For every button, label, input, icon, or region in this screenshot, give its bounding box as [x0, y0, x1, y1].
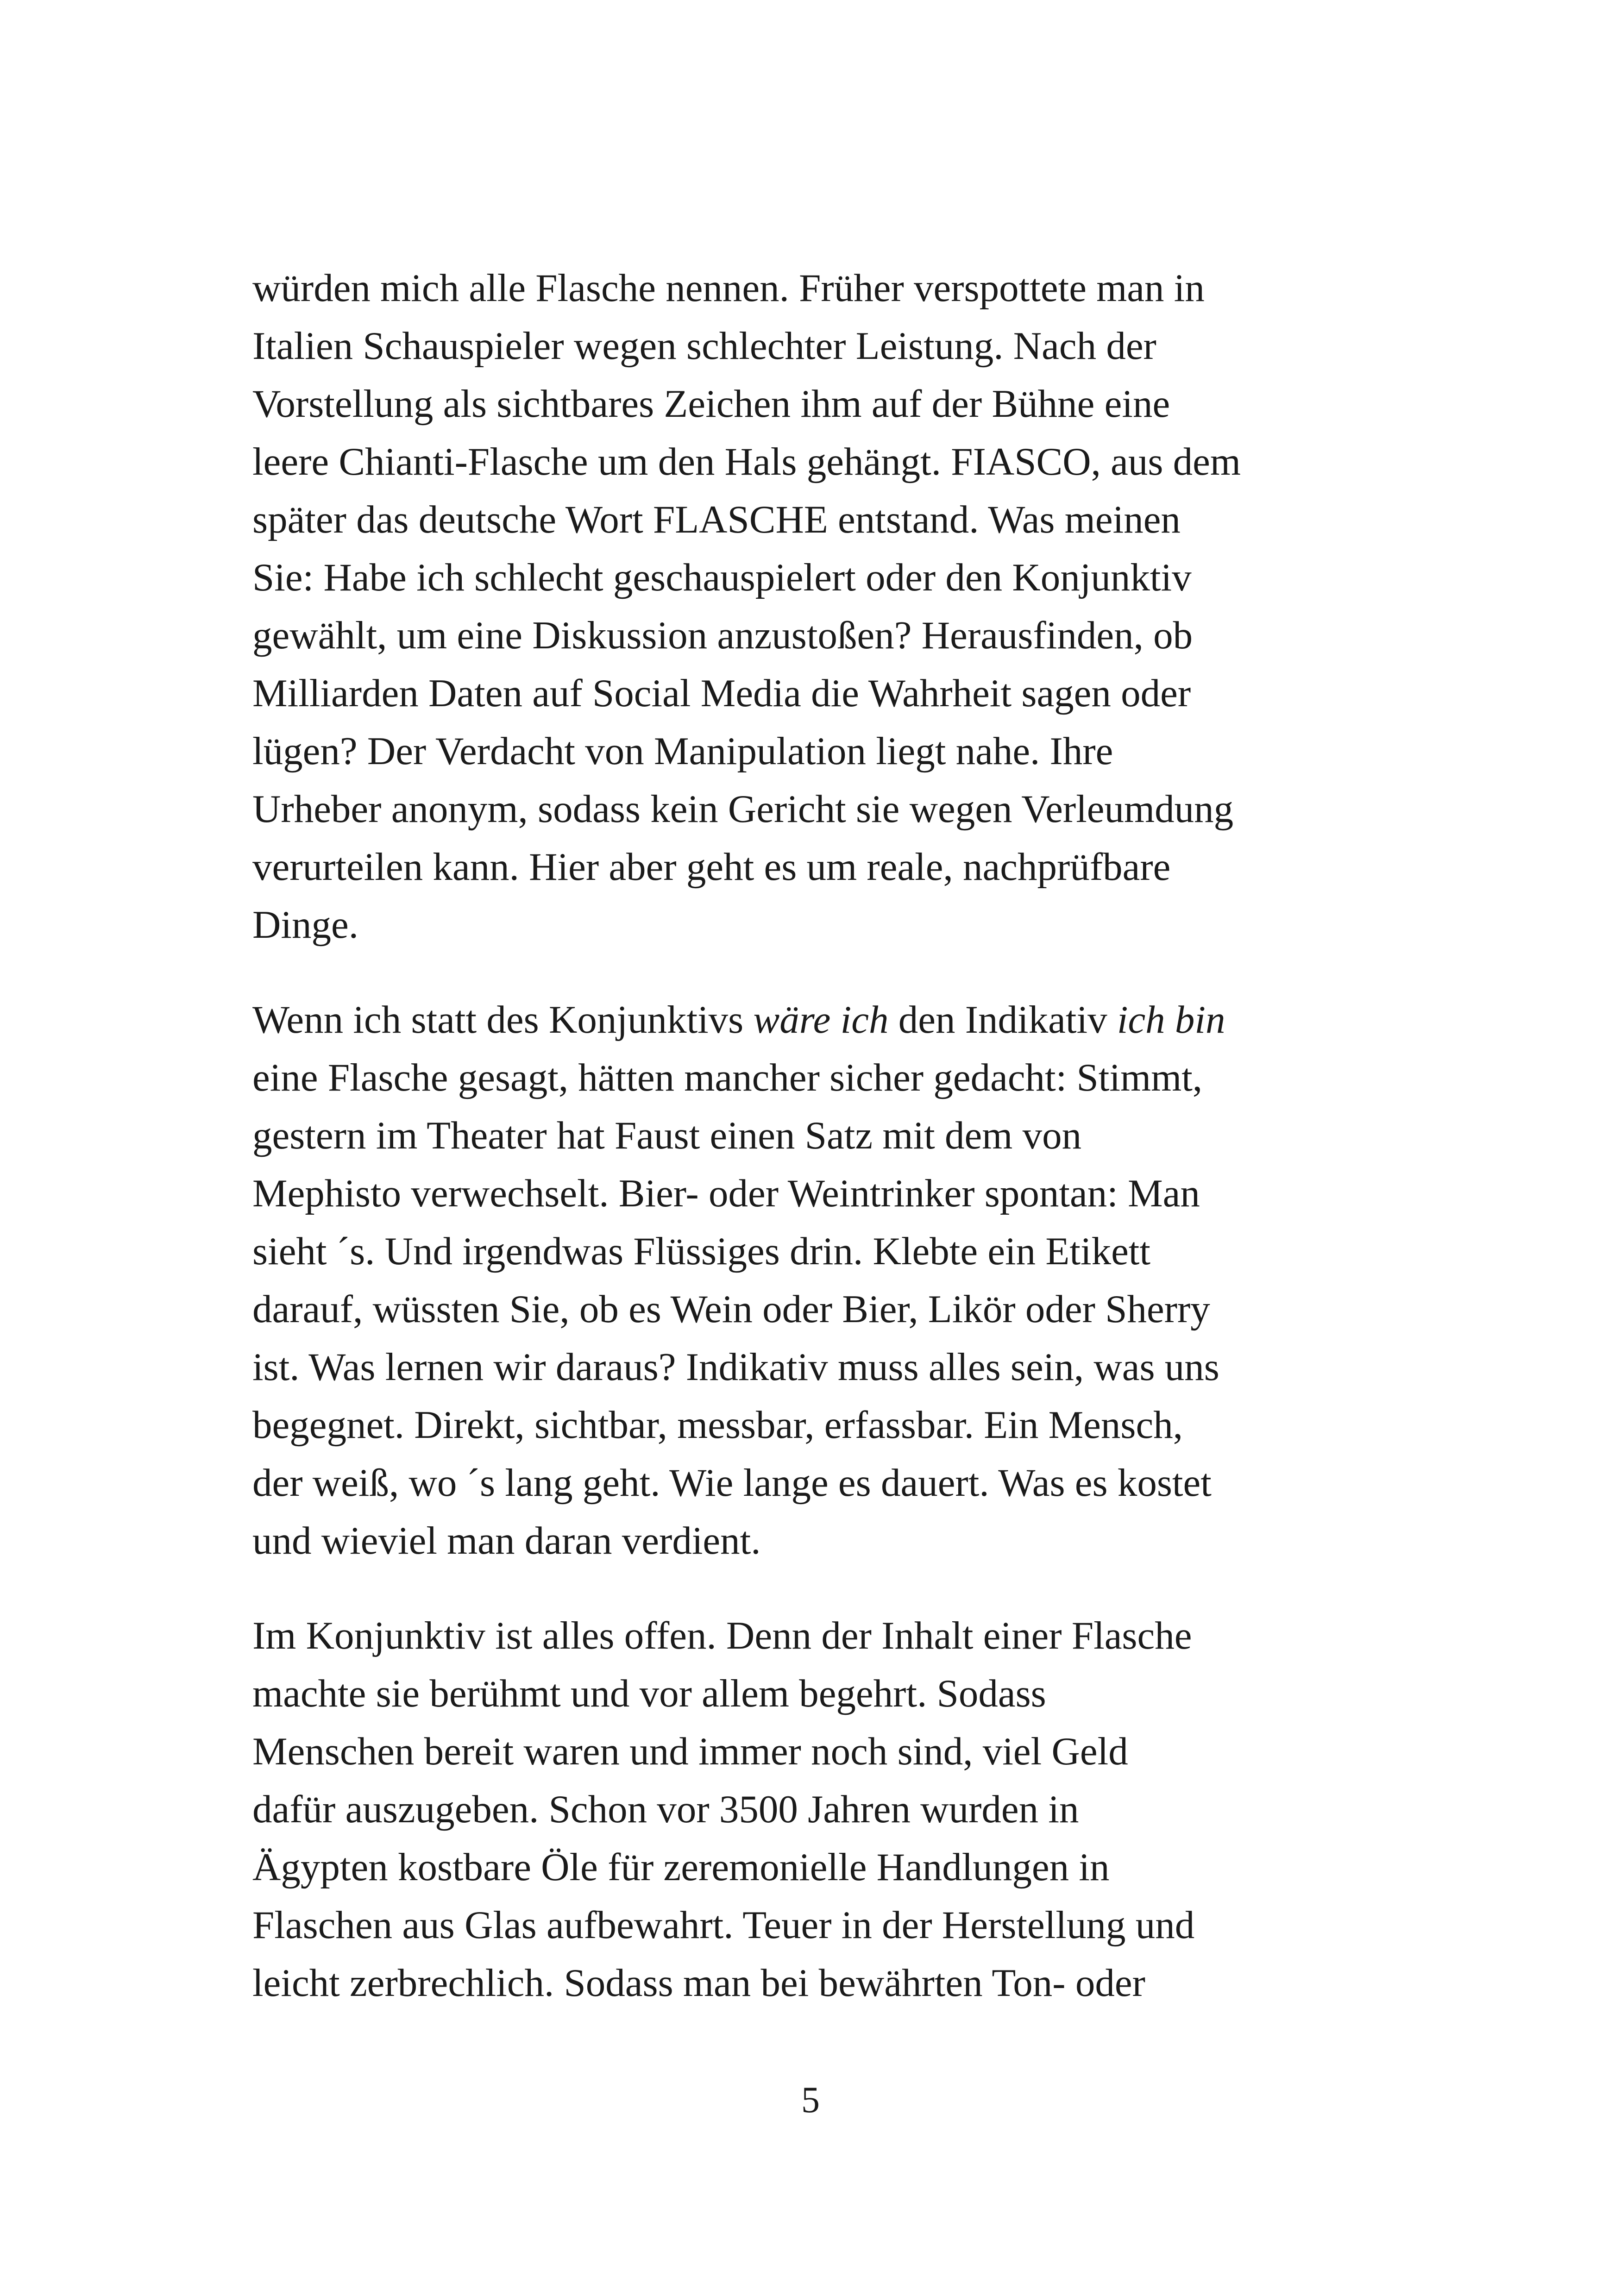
text-line: Urheber anonym, sodass kein Gericht sie wegen Verleumdung: [252, 787, 1234, 831]
text-line: Milliarden Daten auf Social Media die Wahrheit sagen oder: [252, 671, 1191, 715]
text-line: der weiß, wo ´s lang geht. Wie lange es dauert. Was es kostet: [252, 1461, 1212, 1505]
text-run: Wenn ich statt des Konjunktivs: [252, 998, 754, 1041]
italic-text: wäre ich: [753, 998, 889, 1041]
text-line: Flaschen aus Glas aufbewahrt. Teuer in der Herstellung und: [252, 1903, 1195, 1947]
text-line: leere Chianti-Flasche um den Hals gehängt. FIASCO, aus dem: [252, 440, 1241, 483]
text-line: lügen? Der Verdacht von Manipulation liegt nahe. Ihre: [252, 729, 1113, 773]
text-line: leicht zerbrechlich. Sodass man bei bewährten Ton- oder: [252, 1961, 1145, 2005]
body-text: [252, 259, 1438, 2049]
text-line: [252, 991, 1438, 1049]
paragraph-1: [252, 259, 1438, 954]
text-line: und wieviel man daran verdient.: [252, 1519, 761, 1562]
text-line: würden mich alle Flasche nennen. Früher verspottete man in: [252, 266, 1205, 310]
page-number: 5: [801, 2080, 820, 2120]
text-line: begegnet. Direkt, sichtbar, messbar, erfassbar. Ein Mensch,: [252, 1403, 1183, 1447]
italic-text: ich bin: [1117, 998, 1225, 1041]
text-run: den Indikativ: [888, 998, 1117, 1041]
text-line: Im Konjunktiv ist alles offen. Denn der Inhalt einer Flasche: [252, 1614, 1192, 1657]
text-line: dafür auszugeben. Schon vor 3500 Jahren wurden in: [252, 1788, 1079, 1831]
paragraph-2: [252, 991, 1438, 1570]
text-line: sieht ´s. Und irgendwas Flüssiges drin. Klebte ein Etikett: [252, 1230, 1151, 1273]
text-line: Sie: Habe ich schlecht geschauspielert oder den Konjunktiv: [252, 556, 1192, 599]
text-line: Vorstellung als sichtbares Zeichen ihm auf der Bühne eine: [252, 382, 1170, 426]
text-line: eine Flasche gesagt, hätten mancher sicher gedacht: Stimmt,: [252, 1056, 1203, 1099]
text-line: gewählt, um eine Diskussion anzustoßen? Herausfinden, ob: [252, 614, 1193, 657]
text-line: gestern im Theater hat Faust einen Satz mit dem von: [252, 1114, 1082, 1157]
text-line: verurteilen kann. Hier aber geht es um reale, nachprüfbare: [252, 845, 1171, 889]
text-line: Mephisto verwechselt. Bier- oder Weintrinker spontan: Man: [252, 1172, 1200, 1215]
text-line: darauf, wüssten Sie, ob es Wein oder Bier, Likör oder Sherry: [252, 1287, 1210, 1331]
paragraph-3: [252, 1607, 1438, 2012]
text-line: später das deutsche Wort FLASCHE entstand. Was meinen: [252, 498, 1181, 541]
text-line: Dinge.: [252, 903, 358, 947]
text-line: machte sie berühmt und vor allem begehrt. Sodass: [252, 1672, 1046, 1715]
text-line: Ägypten kostbare Öle für zeremonielle Handlungen in: [252, 1845, 1110, 1889]
text-line: ist. Was lernen wir daraus? Indikativ muss alles sein, was uns: [252, 1345, 1219, 1389]
text-line: Italien Schauspieler wegen schlechter Leistung. Nach der: [252, 324, 1156, 368]
text-line: Menschen bereit waren und immer noch sind, viel Geld: [252, 1730, 1128, 1773]
